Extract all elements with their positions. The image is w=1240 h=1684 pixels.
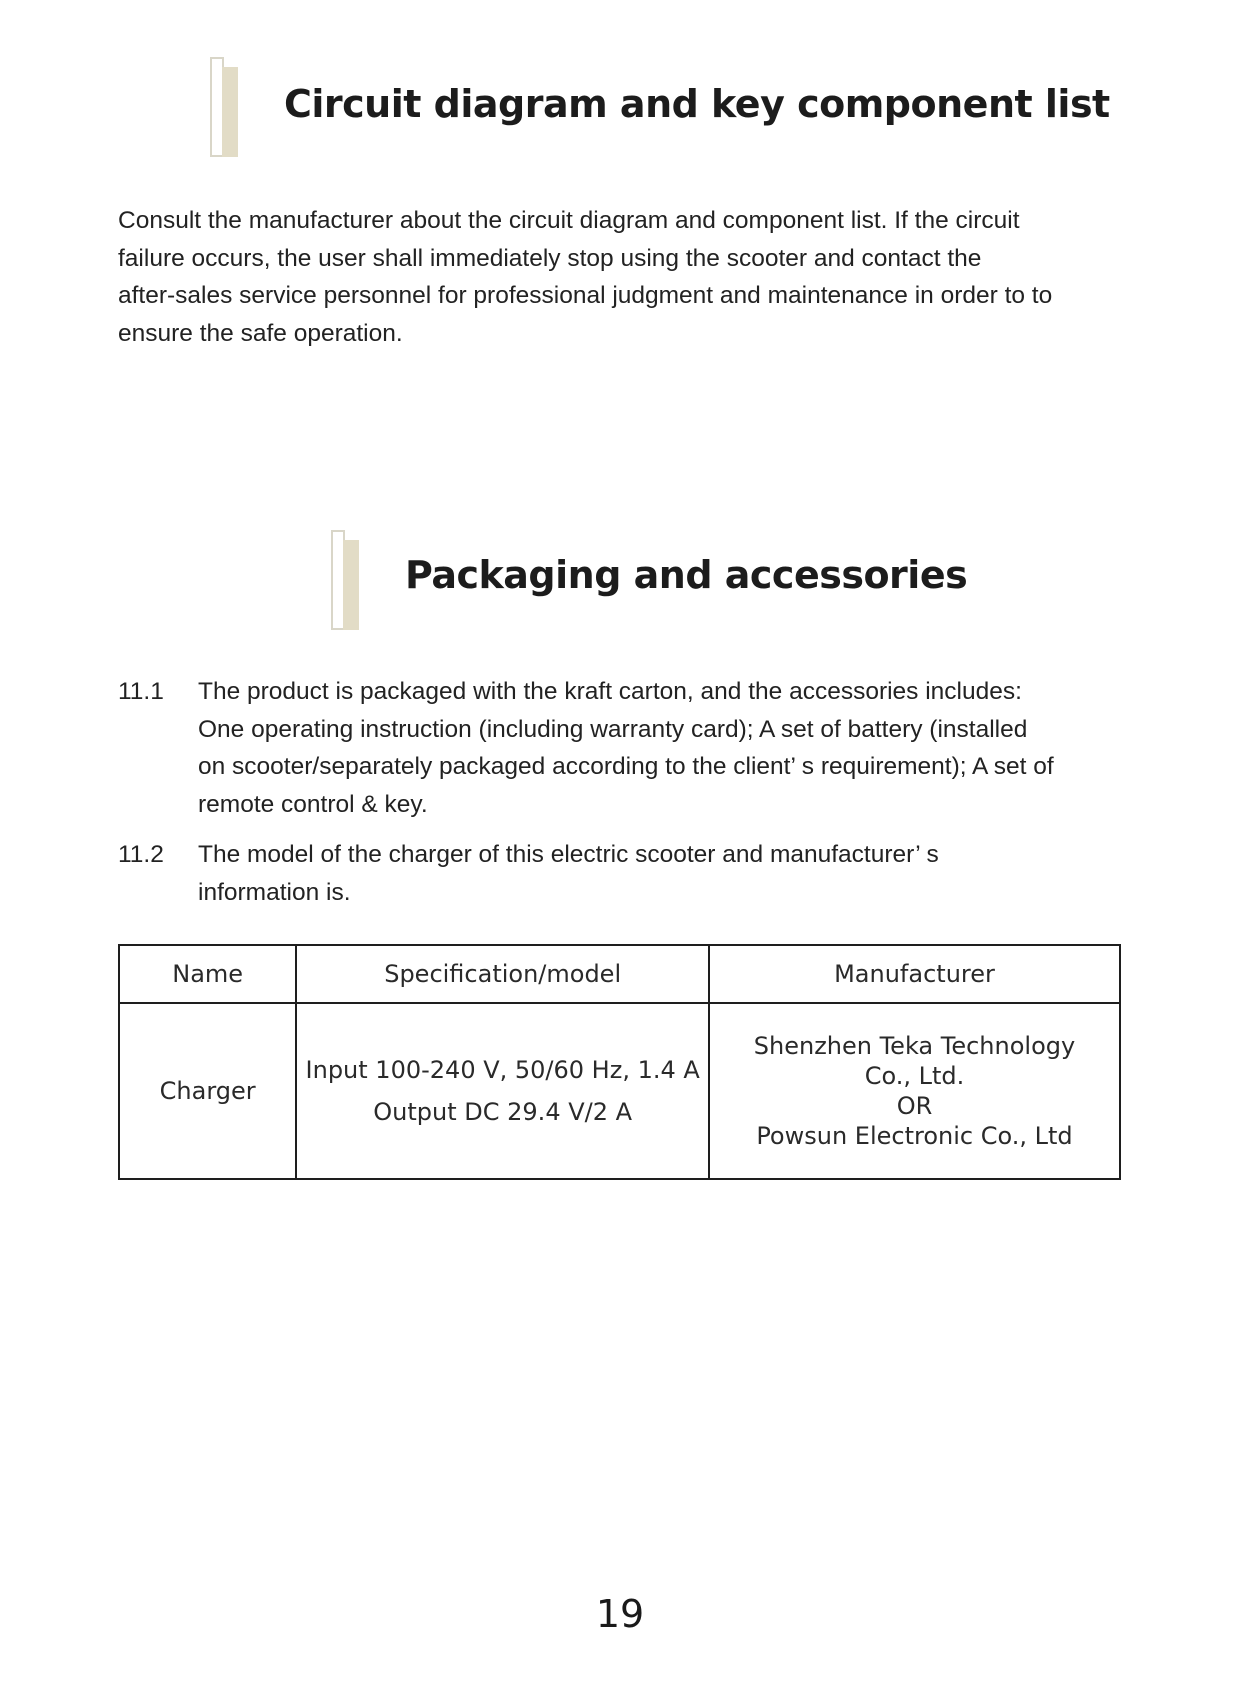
- list-number: 11.2: [118, 841, 164, 868]
- manufacturer-line: Shenzhen Teka Technology: [753, 1032, 1076, 1060]
- marker-fill: [343, 540, 359, 630]
- table-header-row: [119, 945, 1120, 1003]
- paragraph-line: after-sales service personnel for professional judgment and maintenance in order to to: [118, 282, 1053, 309]
- marker-fill: [222, 67, 238, 157]
- cell-specification: [296, 1003, 709, 1179]
- list-line: remote control & key.: [198, 790, 428, 818]
- list-line: information is.: [198, 878, 351, 906]
- section-heading-packaging: Packaging and accessories: [405, 553, 968, 597]
- table-row: [119, 1003, 1120, 1179]
- list-text: [198, 673, 1128, 823]
- list-line: on scooter/separately packaged according to the client’ s requirement); A set of: [198, 753, 1054, 780]
- cell-name: Charger: [119, 1003, 296, 1179]
- charger-table: [118, 944, 1121, 1180]
- manufacturer-line: Co., Ltd.: [864, 1062, 965, 1090]
- page-number: 19: [595, 1592, 645, 1636]
- list-text: [198, 836, 1128, 911]
- circuit-paragraph: [118, 202, 1128, 352]
- section-marker-icon: [331, 530, 365, 630]
- manufacturer-line: OR: [896, 1092, 933, 1120]
- list-line: The product is packaged with the kraft carton, and the accessories includes:: [198, 678, 1022, 705]
- section-heading-circuit: Circuit diagram and key component list: [284, 82, 1110, 126]
- section-marker-icon: [210, 57, 244, 157]
- list-number: 11.1: [118, 678, 164, 705]
- header-name: Name: [119, 945, 296, 1003]
- paragraph-line: ensure the safe operation.: [118, 319, 403, 347]
- cell-manufacturer: [709, 1003, 1120, 1179]
- spec-line: Output DC 29.4 V/2 A: [373, 1098, 633, 1126]
- manufacturer-line: Powsun Electronic Co., Ltd: [756, 1122, 1073, 1150]
- list-line: The model of the charger of this electric scooter and manufacturer’ s: [198, 841, 939, 868]
- header-specification: Specification/model: [296, 945, 709, 1003]
- spec-line: Input 100-240 V, 50/60 Hz, 1.4 A: [305, 1056, 700, 1084]
- list-line: One operating instruction (including warranty card); A set of battery (installed: [198, 715, 1028, 743]
- paragraph-line: failure occurs, the user shall immediately stop using the scooter and contact the: [118, 244, 982, 272]
- header-manufacturer: Manufacturer: [709, 945, 1120, 1003]
- paragraph-line: Consult the manufacturer about the circuit diagram and component list. If the circuit: [118, 207, 1020, 234]
